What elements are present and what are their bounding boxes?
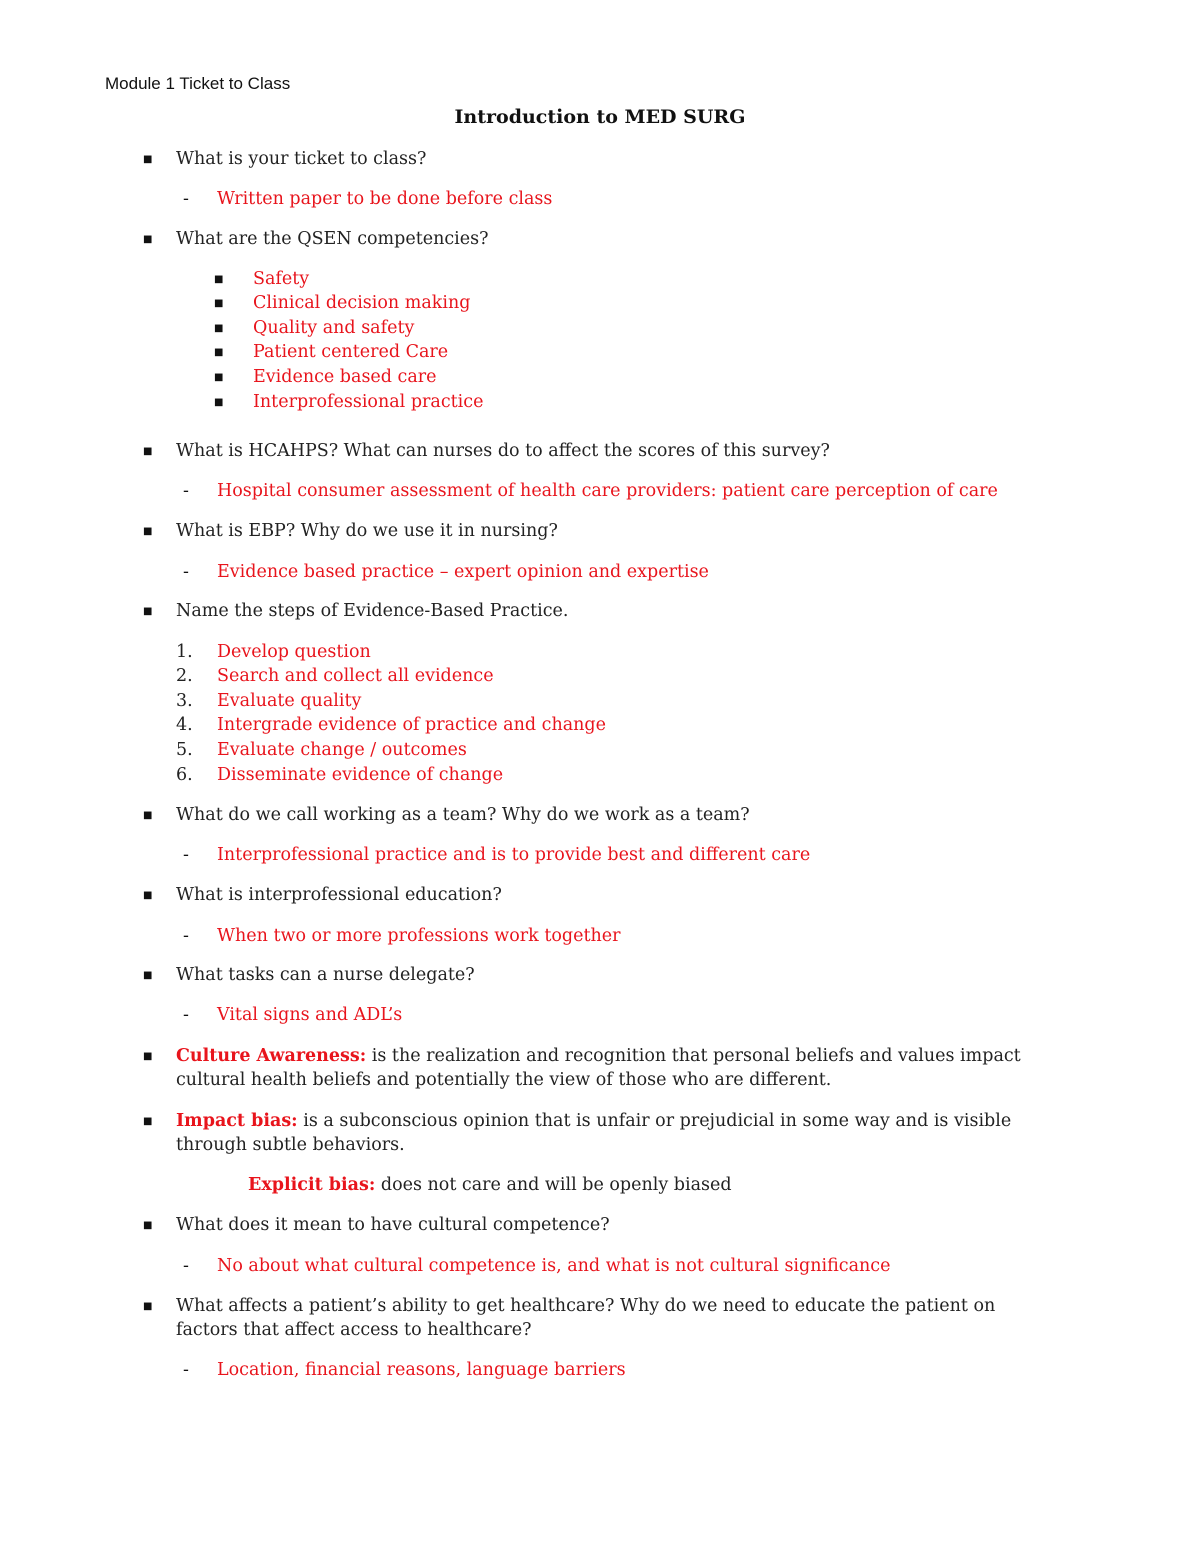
answer-ipe: When two or more professions work together (217, 926, 621, 946)
bullet-icon: ■ (143, 606, 153, 617)
qsen-item: Patient centered Care (253, 342, 449, 362)
step-number: 5. (176, 740, 193, 760)
step-number: 3. (176, 691, 193, 711)
question-cultural-competence: What does it mean to have cultural competence? (176, 1215, 610, 1235)
bullet-icon: ■ (143, 526, 153, 537)
bullet-icon: ■ (214, 323, 224, 334)
culture-awareness-text: is the realization and recognition that personal beliefs and values impact (366, 1046, 1021, 1066)
dash-icon: - (183, 1360, 189, 1380)
question-ebp-steps: Name the steps of Evidence-Based Practice. (176, 601, 569, 621)
question-hcahps: What is HCAHPS? What can nurses do to affect the scores of this survey? (176, 441, 830, 461)
bullet-icon: ■ (143, 810, 153, 821)
ebp-step: Disseminate evidence of change (217, 765, 504, 785)
explicit-bias-term: Explicit bias: (248, 1175, 376, 1195)
culture-awareness-term: Culture Awareness: (176, 1046, 367, 1066)
qsen-item: Quality and safety (253, 318, 415, 338)
dash-icon: - (183, 845, 189, 865)
impact-bias-continued: through subtle behaviors. (176, 1135, 405, 1155)
page-header: Module 1 Ticket to Class (105, 74, 291, 93)
bullet-icon: ■ (143, 234, 153, 245)
question-delegate: What tasks can a nurse delegate? (176, 965, 475, 985)
ebp-step: Develop question (217, 642, 371, 662)
step-number: 2. (176, 666, 193, 686)
answer-cultural-competence: No about what cultural competence is, and what is not cultural significance (217, 1256, 891, 1276)
bullet-icon: ■ (143, 890, 153, 901)
impact-bias-term: Impact bias: (176, 1111, 298, 1131)
question-ticket: What is your ticket to class? (176, 149, 427, 169)
question-access: What affects a patient’s ability to get healthcare? Why do we need to educate the patient on (176, 1296, 996, 1316)
bullet-icon: ■ (143, 446, 153, 457)
bullet-icon: ■ (214, 372, 224, 383)
culture-awareness-definition (176, 1044, 1021, 1068)
question-ebp: What is EBP? Why do we use it in nursing? (176, 521, 558, 541)
ebp-step: Intergrade evidence of practice and change (217, 715, 606, 735)
question-team: What do we call working as a team? Why do we work as a team? (176, 805, 750, 825)
answer-hcahps: Hospital consumer assessment of health care providers: patient care perception of care (217, 481, 998, 501)
bullet-icon: ■ (143, 1220, 153, 1231)
bullet-icon: ■ (214, 397, 224, 408)
question-qsen: What are the QSEN competencies? (176, 229, 489, 249)
bullet-icon: ■ (214, 298, 224, 309)
qsen-item: Clinical decision making (253, 293, 471, 313)
bullet-icon: ■ (143, 1116, 153, 1127)
ebp-step: Search and collect all evidence (217, 666, 494, 686)
step-number: 4. (176, 715, 193, 735)
answer-ebp: Evidence based practice – expert opinion and expertise (217, 562, 709, 582)
dash-icon: - (183, 1005, 189, 1025)
dash-icon: - (183, 189, 189, 209)
dash-icon: - (183, 1256, 189, 1276)
question-access-continued: factors that affect access to healthcare? (176, 1320, 532, 1340)
impact-bias-definition (176, 1109, 1011, 1133)
bullet-icon: ■ (143, 154, 153, 165)
bullet-icon: ■ (143, 1051, 153, 1062)
bullet-icon: ■ (214, 347, 224, 358)
answer-team: Interprofessional practice and is to provide best and different care (217, 845, 811, 865)
bullet-icon: ■ (214, 274, 224, 285)
answer-access: Location, financial reasons, language barriers (217, 1360, 626, 1380)
question-ipe: What is interprofessional education? (176, 885, 502, 905)
explicit-bias-definition (248, 1173, 732, 1197)
explicit-bias-text: does not care and will be openly biased (375, 1175, 732, 1195)
ebp-step: Evaluate quality (217, 691, 362, 711)
qsen-item: Safety (253, 269, 310, 289)
document-title: Introduction to MED SURG (454, 106, 746, 128)
dash-icon: - (183, 926, 189, 946)
answer-ticket: Written paper to be done before class (217, 189, 553, 209)
step-number: 6. (176, 765, 193, 785)
bullet-icon: ■ (143, 970, 153, 981)
impact-bias-text: is a subconscious opinion that is unfair or prejudicial in some way and is visible (297, 1111, 1012, 1131)
dash-icon: - (183, 481, 189, 501)
qsen-item: Evidence based care (253, 367, 437, 387)
qsen-item: Interprofessional practice (253, 392, 484, 412)
answer-delegate: Vital signs and ADL’s (217, 1005, 403, 1025)
step-number: 1. (176, 642, 193, 662)
bullet-icon: ■ (143, 1301, 153, 1312)
ebp-step: Evaluate change / outcomes (217, 740, 467, 760)
culture-awareness-continued: cultural health beliefs and potentially the view of those who are different. (176, 1070, 832, 1090)
dash-icon: - (183, 562, 189, 582)
